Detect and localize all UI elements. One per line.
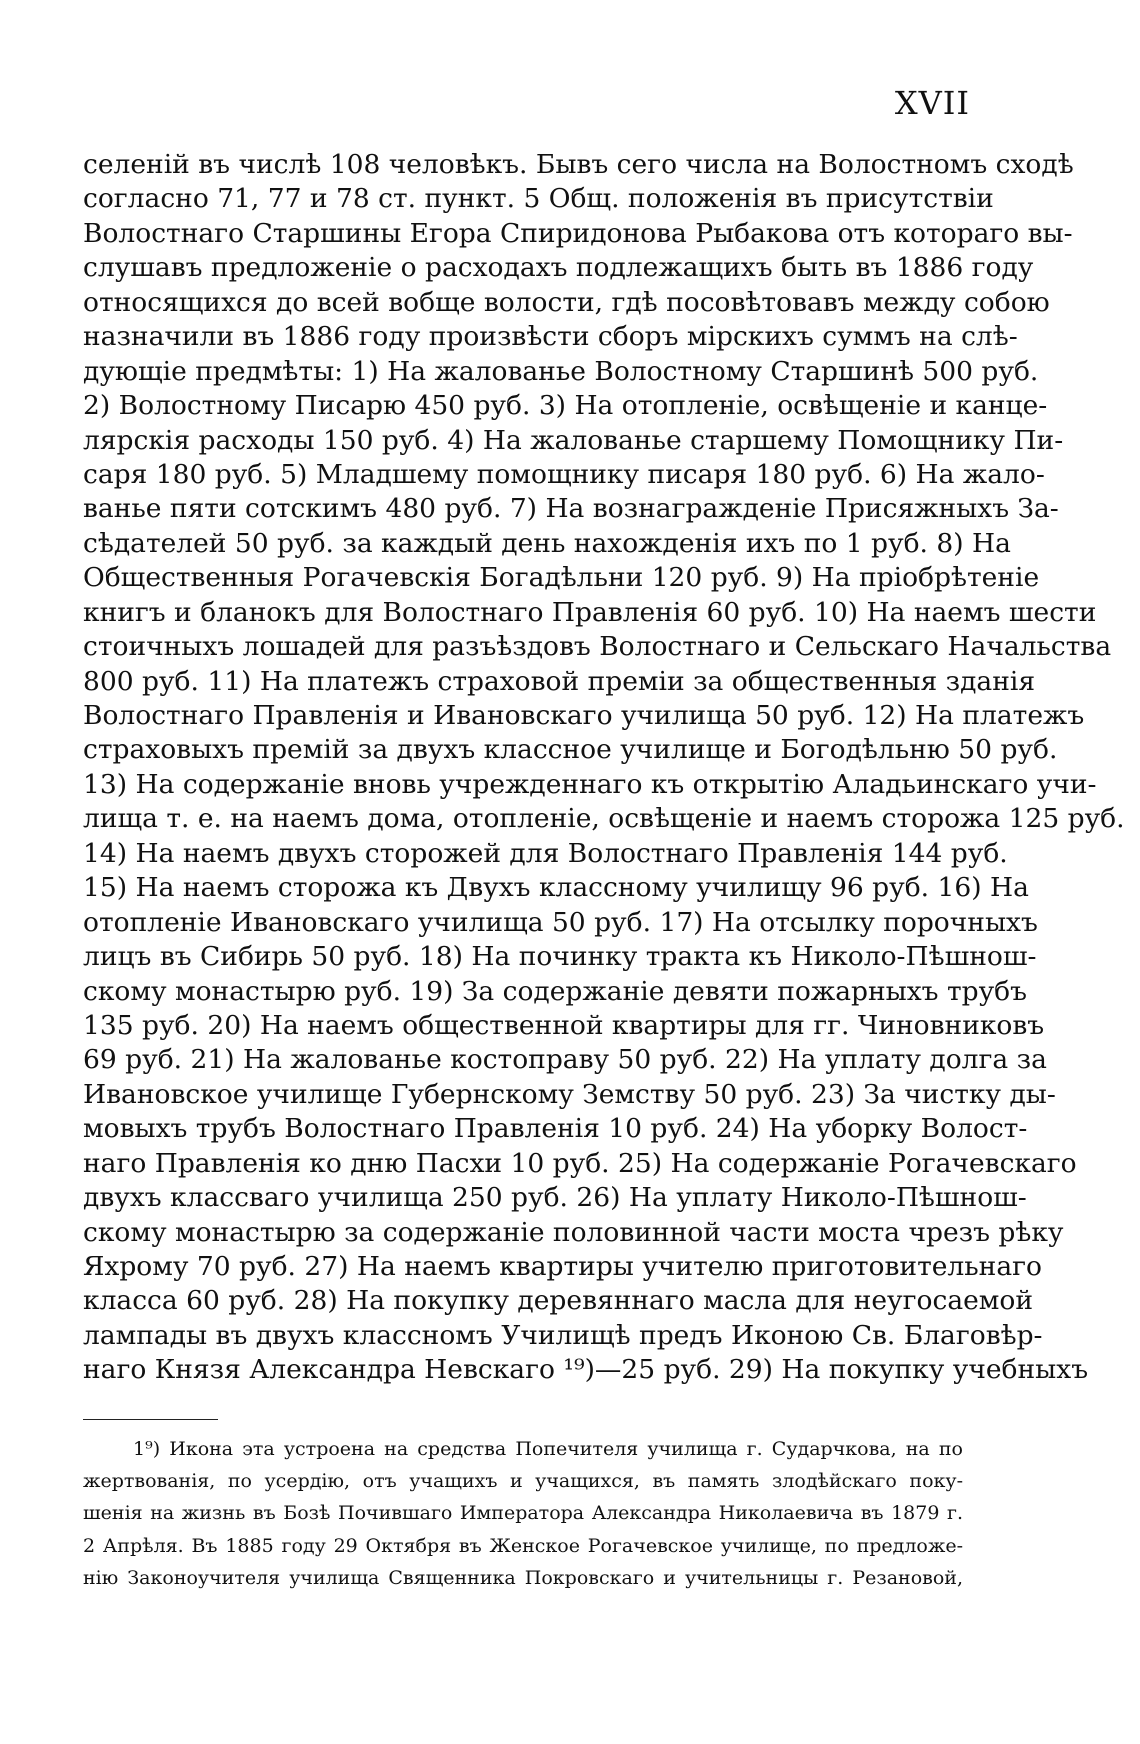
footnote-line: шенія на жизнь въ Бозѣ Почившаго Императора Александра Николаевича въ 1879 г. — [83, 1502, 963, 1525]
text-line: книгъ и бланокъ для Волостнаго Правленія 60 руб. 10) На наемъ шести — [83, 596, 1097, 628]
text-line: двухъ классваго училища 250 руб. 26) На уплату Николо-Пѣшнош- — [83, 1182, 1027, 1214]
text-line: лища т. е. на наемъ дома, отопленіе, освѣщеніе и наемъ сторожа 125 руб. — [83, 803, 1125, 835]
text-line: 2) Волостному Писарю 450 руб. 3) На отопленіе, освѣщеніе и канце- — [83, 390, 1048, 422]
page-number: XVII — [894, 84, 970, 122]
text-line: наго Князя Александра Невскаго ¹⁹)—25 руб. 29) На покупку учебныхъ — [83, 1354, 1089, 1386]
text-line: 69 руб. 21) На жалованье костоправу 50 руб. 22) На уплату долга за — [83, 1044, 1047, 1076]
text-line: согласно 71, 77 и 78 ст. пункт. 5 Общ. положенія въ присутствіи — [83, 183, 994, 215]
text-line: страховыхъ премій за двухъ классное училище и Богодѣльню 50 руб. — [83, 734, 1058, 766]
text-line: наго Правленія ко дню Пасхи 10 руб. 25) На содержаніе Рогачевскаго — [83, 1147, 1077, 1179]
footnote — [83, 1433, 963, 1594]
text-line: класса 60 руб. 28) На покупку деревяннаго масла для неугосаемой — [83, 1285, 1034, 1317]
text-line: мовыхъ трубъ Волостнаго Правленія 10 руб. 24) На уборку Волост- — [83, 1113, 1028, 1145]
text-line: Волостнаго Старшины Егора Спиридонова Рыбакова отъ котораго вы- — [83, 217, 1073, 249]
text-line: лампады въ двухъ классномъ Училищѣ предъ Иконою Св. Благовѣр- — [83, 1319, 1043, 1351]
footnote-line: нію Законоучителя училища Священника Покровскаго и учительницы г. Резановой, — [83, 1566, 963, 1589]
text-line: относящихся до всей вобще волости, гдѣ посовѣтовавъ между собою — [83, 286, 1050, 318]
footnote-line: 2 Апрѣля. Въ 1885 году 29 Октября въ Женское Рогачевское училище, по предложе- — [83, 1534, 963, 1557]
text-line: 13) На содержаніе вновь учрежденнаго къ открытію Аладьинскаго учи- — [83, 768, 1097, 800]
text-line: стоичныхъ лошадей для разъѣздовъ Волостнаго и Сельскаго Начальства — [83, 631, 1112, 663]
footnote-line: жертвованія, по усердію, отъ учащихъ и учащихся, въ память злодѣйскаго поку- — [83, 1470, 963, 1493]
text-line: саря 180 руб. 5) Младшему помощнику писаря 180 руб. 6) На жало- — [83, 458, 1045, 490]
text-line: Волостнаго Правленія и Ивановскаго училища 50 руб. 12) На платежъ — [83, 700, 1085, 731]
text-line: сѣдателей 50 руб. за каждый день нахожденія ихъ по 1 руб. 8) На — [83, 527, 1011, 559]
text-line: 14) На наемъ двухъ сторожей для Волостнаго Правленія 144 руб. — [83, 837, 1008, 869]
text-line: 800 руб. 11) На платежъ страховой преміи за общественныя зданія — [83, 665, 1036, 697]
text-line: слушавъ предложеніе о расходахъ подлежащихъ быть въ 1886 году — [83, 252, 1034, 284]
text-line: 15) На наемъ сторожа къ Двухъ классному училищу 96 руб. 16) На — [83, 872, 1029, 904]
text-line: скому монастырю за содержаніе половинной части моста чрезъ рѣку — [83, 1216, 1064, 1248]
text-line: 135 руб. 20) На наемъ общественной квартиры для гг. Чиновниковъ — [83, 1009, 1045, 1041]
footnote-separator — [83, 1419, 218, 1420]
text-line: дующіе предмѣты: 1) На жалованье Волостному Старшинѣ 500 руб. — [83, 355, 1039, 387]
text-line: отопленіе Ивановскаго училища 50 руб. 17) На отсылку порочныхъ — [83, 906, 1038, 938]
text-line: лярскія расходы 150 руб. 4) На жалованье старшему Помощнику Пи- — [83, 424, 1064, 456]
text-line: назначили въ 1886 году произвѣсти сборъ мірскихъ суммъ на слѣ- — [83, 321, 1018, 353]
text-line: ванье пяти сотскимъ 480 руб. 7) На вознагражденіе Присяжныхъ За- — [83, 493, 1059, 525]
text-line: лицъ въ Сибирь 50 руб. 18) На починку тракта къ Николо-Пѣшнош- — [83, 941, 1037, 973]
text-line: скому монастырю руб. 19) За содержаніе девяти пожарныхъ трубъ — [83, 975, 1027, 1007]
text-line: Ивановское училище Губернскому Земству 50 руб. 23) За чистку ды- — [83, 1078, 1056, 1110]
text-line: Яхрому 70 руб. 27) На наемъ квартиры учителю приготовительнаго — [83, 1251, 1042, 1282]
text-line: селеній въ числѣ 108 человѣкъ. Бывъ сего числа на Волостномъ сходѣ — [83, 149, 1074, 180]
body-text — [83, 148, 1125, 1388]
footnote-line: 1⁹) Икона эта устроена на средства Попечителя училища г. Сударчкова, на по — [133, 1438, 963, 1460]
text-line: Общественныя Рогачевскія Богадѣльни 120 руб. 9) На пріобрѣтеніе — [83, 562, 1040, 594]
